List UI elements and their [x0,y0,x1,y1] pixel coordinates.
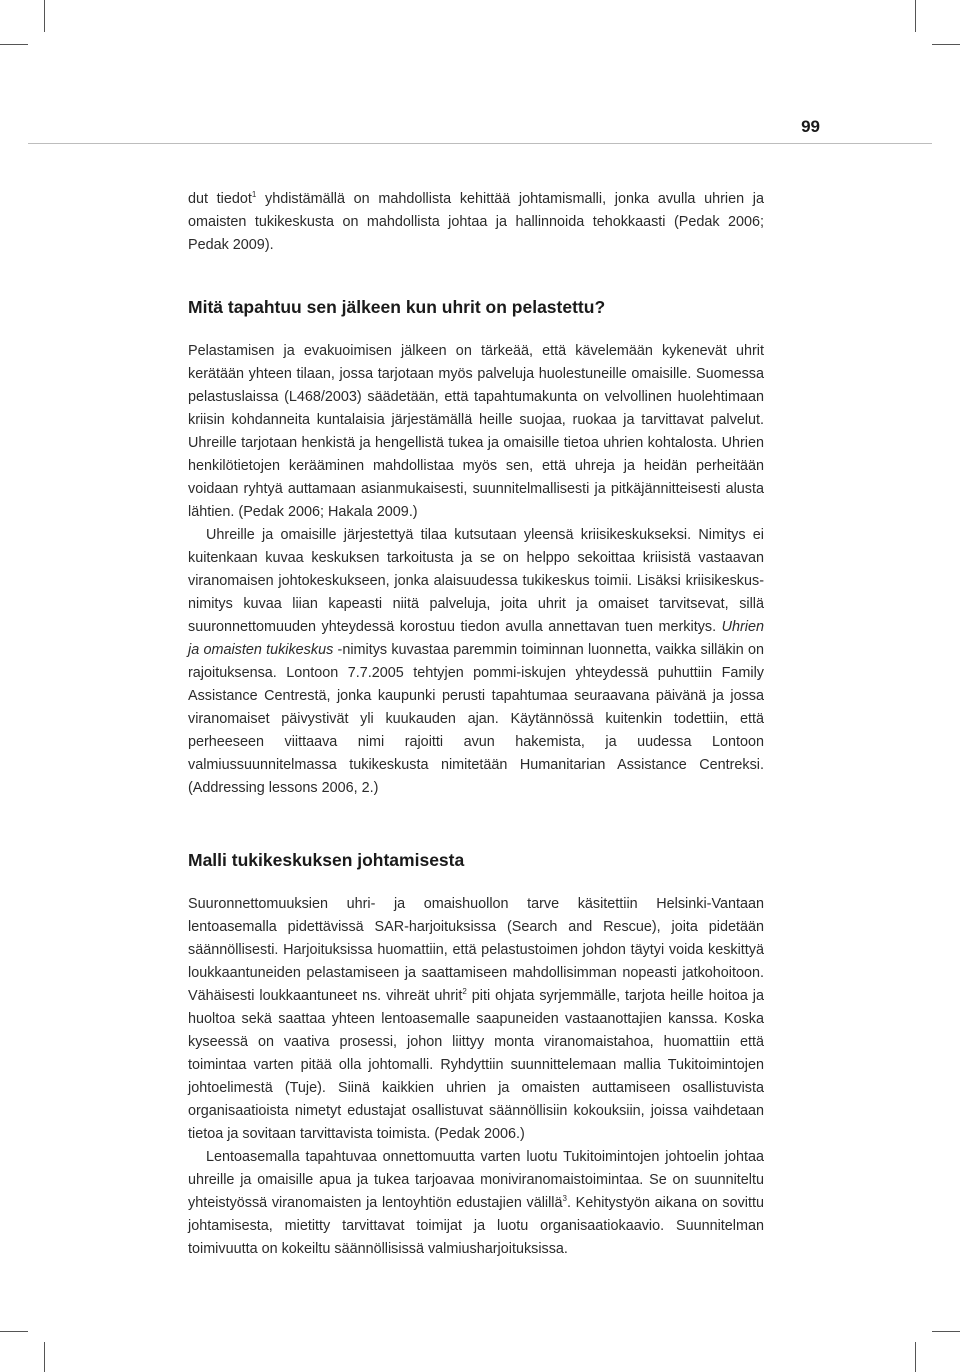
section2-paragraph-2 [188,1146,764,1261]
italic-term: Uhrien ja omaisten tukikeskus [188,619,764,658]
section-heading-rescued: Mitä tapahtuu sen jälkeen kun uhrit on pelastettu? [188,297,606,317]
footnote-ref-3: 3 [562,1194,567,1204]
intro-paragraph [188,188,764,257]
page-content [188,188,764,1261]
section1-p2-start: Uhreille ja omaisille järjestettyä tilaa kutsutaan yleensä kriisikeskukseksi. Nimitys ei kuitenkaan kuvaa keskuksen tarkoitusta ja se on helppo sekoittaa kriisistä vastaavan viranomaisen johtokeskukseen, jonka alaisuudessa tukikeskus toimii. Lisäksi kriisikeskus-nimitys kuvaa liian kapeasti niitä palveluja, joita uhrit ja omaiset tarvitsevat, sillä suuronnettomuuden yhteydessä korostuu tiedon avulla annettavan tuen merkitys. [188,527,764,635]
crop-mark-bottom-left-horizontal [0,1331,28,1332]
page-number: 99 [801,117,820,136]
section1-paragraph-2 [188,524,764,800]
section2-p1-start: Suuronnettomuuksien uhri- ja omaishuollon tarve käsitettiin Helsinki-Vantaan lentoasemalla pidettävissä SAR-harjoituksissa (Search and Rescue), joita pidetään säännöllisesti. Harjoituksissa huomattiin, että pelastustoimen johdon täytyi voida keskittyä loukkaantuneiden pelastamiseen ja saattamiseen mahdollisimman nopeasti jatkohoitoon. Vähäisesti loukkaantuneet ns. vihreät uhrit [188,896,764,1004]
intro-text-end: yhdistämällä on mahdollista kehittää johtamismalli, jonka avulla uhrien ja omaisten tukikeskusta on mahdollista johtaa ja hallinnoida tehokkaasti (Pedak 2006; Pedak 2009). [188,191,764,253]
section-heading-model: Malli tukikeskuksen johtamisesta [188,850,465,870]
intro-text-start: dut tiedot [188,191,252,207]
section2-p1-end: piti ohjata syrjemmälle, tarjota heille hoitoa ja huoltoa sekä saattaa yhteen lentoasemalle saapuneiden vastaanottajien kanssa. Koska kyseessä on vaativa prosessi, johon liittyy monta viranomaistahoa, huomattiin että toimintaa varten pitää olla johtomalli. Ryhdyttiin suunnittelemaan mallia Tukitoimintojen johtoelimestä (Tuje). Siinä kaikkien uhrien ja omaisten auttamiseen osallistuvista organisaatioista nimetyt edustajat osallistuvat säännöllisiin kokouksiin, joissa vaihdetaan tietoa ja sovitaan tarvittavista toimista. (Pedak 2006.) [188,988,765,1142]
crop-mark-top-left-vertical [44,0,45,32]
crop-mark-bottom-right-vertical [915,1342,916,1372]
section2-p2-end: . Kehitystyön aikana on sovittu johtamisesta, mietitty tarvittavat toimijat ja luotu organisaatiokaavio. Suunnitelman toimivuutta on kokeiltu säännöllisissä valmiusharjoituksissa. [188,1195,764,1257]
section1-p2-end: -nimitys kuvastaa paremmin toiminnan luonnetta, vaikka silläkin on rajoituksensa. Lontoon 7.7.2005 tehtyjen pommi-iskujen yhteydessä puhuttiin Family Assistance Centrestä, jonka kaupunki perusti tapahtumaa seuraavana päivänä ja jossa viranomaiset päivystivät yli kuukauden ajan. Käytännössä kuitenkin todettiin, että perheeseen viittaava nimi rajoitti avun hakemista, ja uudessa Lontoon valmiussuunnitelmassa tukikeskusta nimitetään Humanitarian Assistance Centreksi. (Addressing lessons 2006, 2.) [188,642,764,796]
section2-p2-start: Lentoasemalla tapahtuvaa onnettomuutta varten luotu Tukitoimintojen johtoelin johtaa uhreille ja omaisille apua ja tukea tarjoavaa moniviranomaistoimintaa. Se on suunniteltu yhteistyössä viranomaisten ja lentoyhtiön edustajien välillä [188,1149,764,1211]
crop-mark-top-right-vertical [915,0,916,32]
section1-paragraph-1: Pelastamisen ja evakuoimisen jälkeen on tärkeää, että kävelemään kykenevät uhrit kerätään yhteen tilaan, jossa tarjotaan myös palveluja huolestuneille omaisille. Suomessa pelastuslaissa (L468/2003) säädetään, että tapahtumakunta on velvollinen huolehtimaan kriisin kohdanneita kuntalaisia järjestämällä heille suojaa, ruokaa ja tarvittavat palvelut. Uhreille tarjotaan henkistä ja hengellistä tukea ja omaisille tietoa uhrien kohtalosta. Uhrien henkilötietojen kerääminen mahdollistaa myös sen, että uhreja ja heidän perheitään voidaan ryhtyä auttamaan asianmukaisesti, suunnitelmallisesti ja pitkäjännitteisesti alusta lähtien. (Pedak 2006; Hakala 2009.) [188,343,764,520]
crop-mark-bottom-left-vertical [44,1342,45,1372]
footnote-ref-1: 1 [251,190,257,200]
header-rule [28,143,932,144]
crop-mark-top-right-horizontal [932,44,960,45]
footnote-ref-2: 2 [462,987,467,997]
crop-mark-top-left-horizontal [0,44,28,45]
section2-paragraph-1 [188,893,764,1146]
crop-mark-bottom-right-horizontal [932,1331,960,1332]
